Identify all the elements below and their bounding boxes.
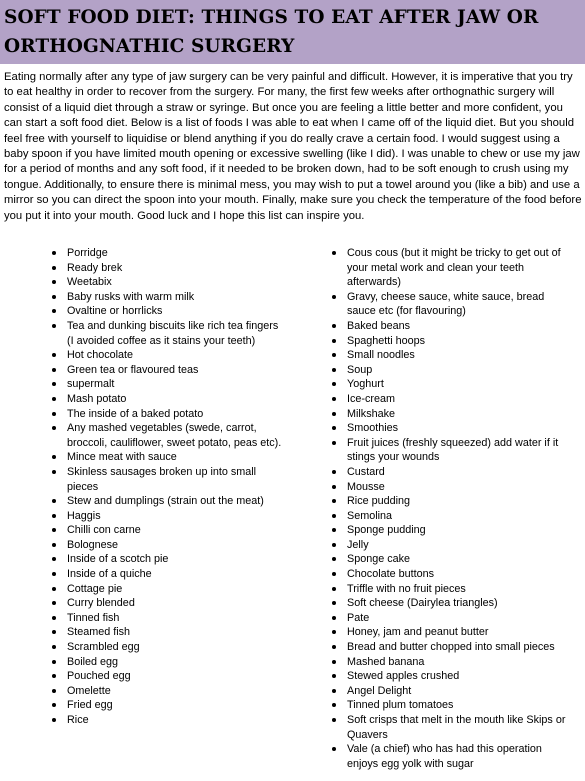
list-item: Omelette [50,684,282,699]
list-item: Boiled egg [50,655,282,670]
list-item: Milkshake [330,407,566,422]
list-item: Bread and butter chopped into small pieces [330,640,566,655]
list-item: Tinned plum tomatoes [330,698,566,713]
list-item: Baby rusks with warm milk [50,290,282,305]
list-item: Small noodles [330,348,566,363]
list-item: Stew and dumplings (strain out the meat) [50,494,282,509]
list-item: Sponge cake [330,552,566,567]
page-title: SOFT FOOD DIET: THINGS TO EAT AFTER JAW OR ORTHOGNATHIC SURGERY [4,7,539,57]
list-item: Mash potato [50,392,282,407]
list-item: Chocolate buttons [330,567,566,582]
list-item: Ready brek [50,261,282,276]
list-item: Jelly [330,538,566,553]
list-item: Mince meat with sauce [50,450,282,465]
list-item: Inside of a quiche [50,567,282,582]
list-item: Honey, jam and peanut butter [330,625,566,640]
list-item: Gravy, cheese sauce, white sauce, bread sauce etc (for flavouring) [330,290,566,319]
list-item: Tea and dunking biscuits like rich tea fingers (I avoided coffee as it stains your teeth) [50,319,282,348]
list-item: Custard [330,465,566,480]
list-item: Any mashed vegetables (swede, carrot, broccoli, cauliflower, sweet potato, peas etc). [50,421,282,450]
list-item: Cous cous (but it might be tricky to get out of your metal work and clean your teeth afterwards) [330,246,566,290]
list-item: The inside of a baked potato [50,407,282,422]
list-item: Fruit juices (freshly squeezed) add water if it stings your wounds [330,436,566,465]
list-item: Ice-cream [330,392,566,407]
food-list-left [50,246,282,728]
list-item: Ovaltine or horrlicks [50,304,282,319]
list-item: Triffle with no fruit pieces [330,582,566,597]
list-item: Semolina [330,509,566,524]
list-item: Steamed fish [50,625,282,640]
list-item: Soft cheese (Dairylea triangles) [330,596,566,611]
list-item: Mashed banana [330,655,566,670]
list-item: Sponge pudding [330,523,566,538]
list-item: Scrambled egg [50,640,282,655]
list-item: Spaghetti hoops [330,334,566,349]
list-item: Inside of a scotch pie [50,552,282,567]
list-item: Pate [330,611,566,626]
list-item: Baked beans [330,319,566,334]
list-item: Curry blended [50,596,282,611]
list-item: Porridge [50,246,282,261]
food-list-right [330,246,566,771]
list-item: supermalt [50,377,282,392]
list-item: Tinned fish [50,611,282,626]
list-item: Soft crisps that melt in the mouth like Skips or Quavers [330,713,566,742]
list-item: Soup [330,363,566,378]
list-item: Stewed apples crushed [330,669,566,684]
list-item: Fried egg [50,698,282,713]
list-item: Rice [50,713,282,728]
list-item: Vale (a chief) who has had this operation enjoys egg yolk with sugar [330,742,566,771]
list-item: Yoghurt [330,377,566,392]
list-item: Pouched egg [50,669,282,684]
list-item: Weetabix [50,275,282,290]
list-item: Smoothies [330,421,566,436]
list-item: Chilli con carne [50,523,282,538]
list-item: Bolognese [50,538,282,553]
list-item: Rice pudding [330,494,566,509]
list-item: Mousse [330,480,566,495]
list-item: Hot chocolate [50,348,282,363]
list-item: Cottage pie [50,582,282,597]
list-item: Skinless sausages broken up into small pieces [50,465,282,494]
intro-paragraph: Eating normally after any type of jaw surgery can be very painful and difficult. However, it is imperative that you try to eat healthy in order to recover from the surgery. For many, the first few weeks after orthognathic surgery will consist of a liquid diet through a straw or syringe. But once you are feeling a little better and more confident, you can start a soft food diet. Below is a list of foods I was able to eat when I came off of the liquid diet. But you should feel free with yourself to liquidise or blend anything if you do really crave a certain food. I would suggest using a baby spoon if you have limited mouth opening or excessive swelling (like I did). I was unable to chew or use my jaw for a period of months and any soft food, if it needed to be broken down, had to be soft enough to crush using my tongue. Additionally, to ensure there is minimal mess, you may wish to put a towel around you (like a bib) and use a mirror so you can direct the spoon into your mouth. Finally, make sure you check the temperature of the food before you put it into your mouth. Good luck and I hope this list can inspire you. [4,71,582,222]
list-item: Green tea or flavoured teas [50,363,282,378]
list-item: Haggis [50,509,282,524]
list-item: Angel Delight [330,684,566,699]
